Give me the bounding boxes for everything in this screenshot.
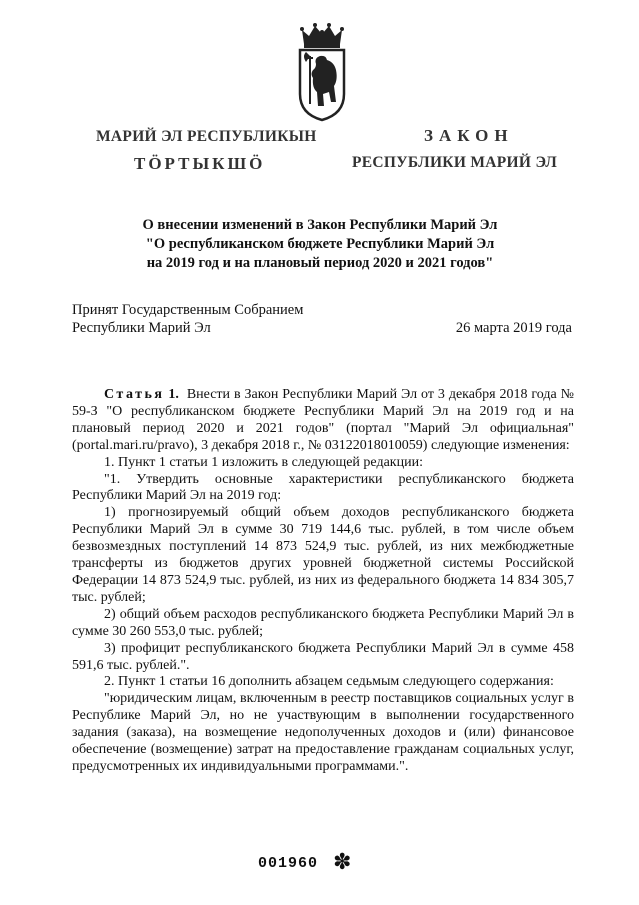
paragraph-6: 2. Пункт 1 статьи 16 дополнить абзацем седьмым следующего содержания: [104,674,554,690]
paragraph-2: "1. Утвердить основные характеристики республиканского бюджета Республики Марий Эл на 2019 год: [72,471,574,504]
header-right-line1: ЗАКОН [424,126,514,145]
law-title [60,216,580,273]
article-label: Статья [104,387,165,402]
header-left-line2: ТӦРТЫКШӦ [134,154,266,173]
asterisk-mark-icon: ✽ [333,850,352,875]
article-body [72,387,574,776]
article-number: 1. [168,387,179,402]
adoption-line1: Принят Государственным Собранием [72,302,304,318]
adoption-block [72,301,572,337]
adoption-line2: Республики Марий Эл [72,320,211,336]
document-number: 001960 [258,855,319,872]
law-title-line1: О внесении изменений в Закон Республики Марий Эл [142,217,498,233]
paragraph-7: "юридическим лицам, включенным в реестр поставщиков социальных услуг в Республике Марий Эл, но не участвующим в выполнении государственного задания (заказа), на возмещение недополученных доходов и (или) финансовое обеспечение (возмещение) затрат на предоставление гражданам социальных услуг, предусмотренных их индивидуальными программами.". [72,691,574,774]
article-intro-paragraph [72,387,574,455]
adoption-date: 26 марта 2019 года [455,320,572,336]
coat-of-arms-icon [296,22,348,122]
paragraph-3: 1) прогнозируемый общий объем доходов республиканского бюджета Республики Марий Эл в сумме 30 719 144,6 тыс. рублей, в том числе объем безвозмездных поступлений 14 873 524,9 тыс. рублей, из них межбюджетные трансферты из бюджетов других уровней бюджетной системы Российской Федерации 14 873 524,9 тыс. рублей, из них из федерального бюджета 14 834 305,7 тыс. рублей; [72,505,574,605]
header-right-line2: РЕСПУБЛИКИ МАРИЙ ЭЛ [352,154,558,171]
paragraph-4: 2) общий объем расходов республиканского бюджета Республики Марий Эл в сумме 30 260 553,0 тыс. рублей; [72,606,574,639]
article-intro: Внести в Закон Республики Марий Эл от 3 декабря 2018 года № 59-З "О республиканском бюджете Республики Марий Эл на 2019 год и на плановый период 2020 и 2021 годов" (портал "Марий Эл официальная" (portal.mari.ru/pravo), 3 декабря 2018 г., № 03122018010059) следующие изменения: [72,387,575,453]
paragraph-5: 3) профицит республиканского бюджета Республики Марий Эл в сумме 458 591,6 тыс. рублей.". [72,640,574,673]
paragraph-1: 1. Пункт 1 статьи 1 изложить в следующей редакции: [104,454,423,470]
header-left-line1: МАРИЙ ЭЛ РЕСПУБЛИКЫН [96,128,317,145]
law-title-line3: на 2019 год и на плановый период 2020 и 2021 годов" [146,255,494,271]
law-title-line2: "О республиканском бюджете Республики Марий Эл [145,236,495,252]
